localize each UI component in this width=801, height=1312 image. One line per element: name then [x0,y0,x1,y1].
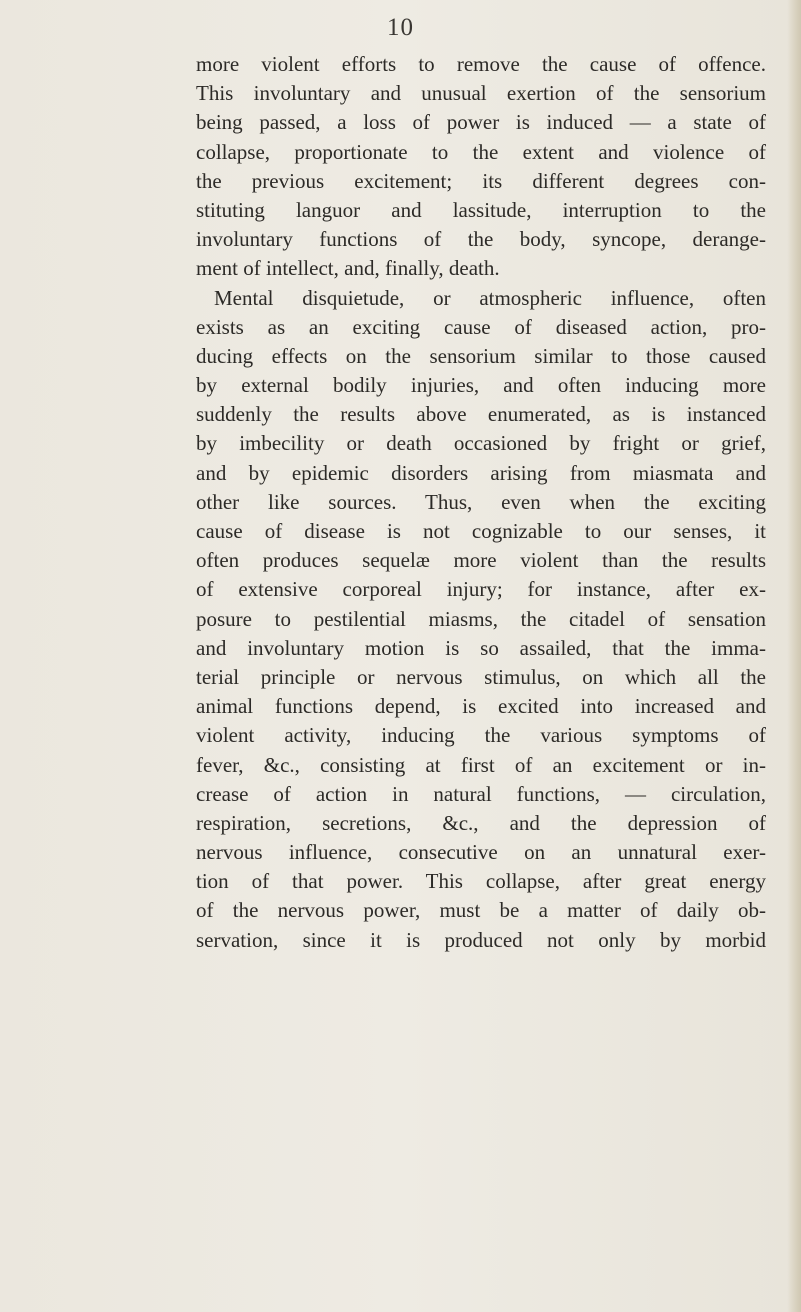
page-edge-shadow [787,0,801,1312]
text-line: respiration, secretions, &c., and the depression of [196,810,766,835]
text-line: nervous influence, consecutive on an unnatural exer- [196,840,766,865]
text-line: collapse, proportionate to the extent and violence of [196,139,766,164]
text-line: more violent efforts to remove the cause of offence. [196,52,766,76]
text-line: ducing effects on the sensorium similar to those caused [196,343,766,368]
text-line: animal functions depend, is excited into increased and [196,694,766,719]
text-line: exists as an exciting cause of diseased action, pro- [196,314,766,339]
text-line: by imbecility or death occasioned by fright or grief, [196,431,766,456]
text-line: crease of action in natural functions, — circulation, [196,781,766,806]
text-line: posure to pestilential miasms, the citadel of sensation [196,606,766,631]
body-text [196,50,766,955]
text-line: and by epidemic disorders arising from miasmata and [196,460,766,485]
text-line: fever, &c., consisting at first of an excitement or in- [196,752,766,777]
text-line: cause of disease is not cognizable to our senses, it [196,519,766,543]
text-line: terial principle or nervous stimulus, on which all the [196,664,766,689]
text-line: often produces sequelæ more violent than the results [196,548,766,573]
text-line: involuntary functions of the body, syncope, derange- [196,227,766,252]
text-line: by external bodily injuries, and often inducing more [196,373,766,398]
text-line: the previous excitement; its different degrees con- [196,168,766,193]
text-line: of extensive corporeal injury; for instance, after ex- [196,577,766,602]
text-line: servation, since it is produced not only by morbid [196,927,766,952]
text-line: other like sources. Thus, even when the exciting [196,489,766,514]
text-line: and involuntary motion is so assailed, that the imma- [196,635,766,660]
text-line: stituting languor and lassitude, interruption to the [196,197,766,222]
text-line: This involuntary and unusual exertion of the sensorium [196,81,766,106]
page-number: 10 [387,14,414,41]
text-line: of the nervous power, must be a matter of daily ob- [196,898,766,923]
text-line: violent activity, inducing the various symptoms of [196,723,766,748]
text-line: tion of that power. This collapse, after great energy [196,869,766,894]
text-line: Mental disquietude, or atmospheric influence, often [214,285,766,310]
text-line: being passed, a loss of power is induced — a state of [196,110,766,135]
text-line: suddenly the results above enumerated, as is instanced [196,402,766,427]
text-line: ment of intellect, and, finally, death. [196,256,500,281]
